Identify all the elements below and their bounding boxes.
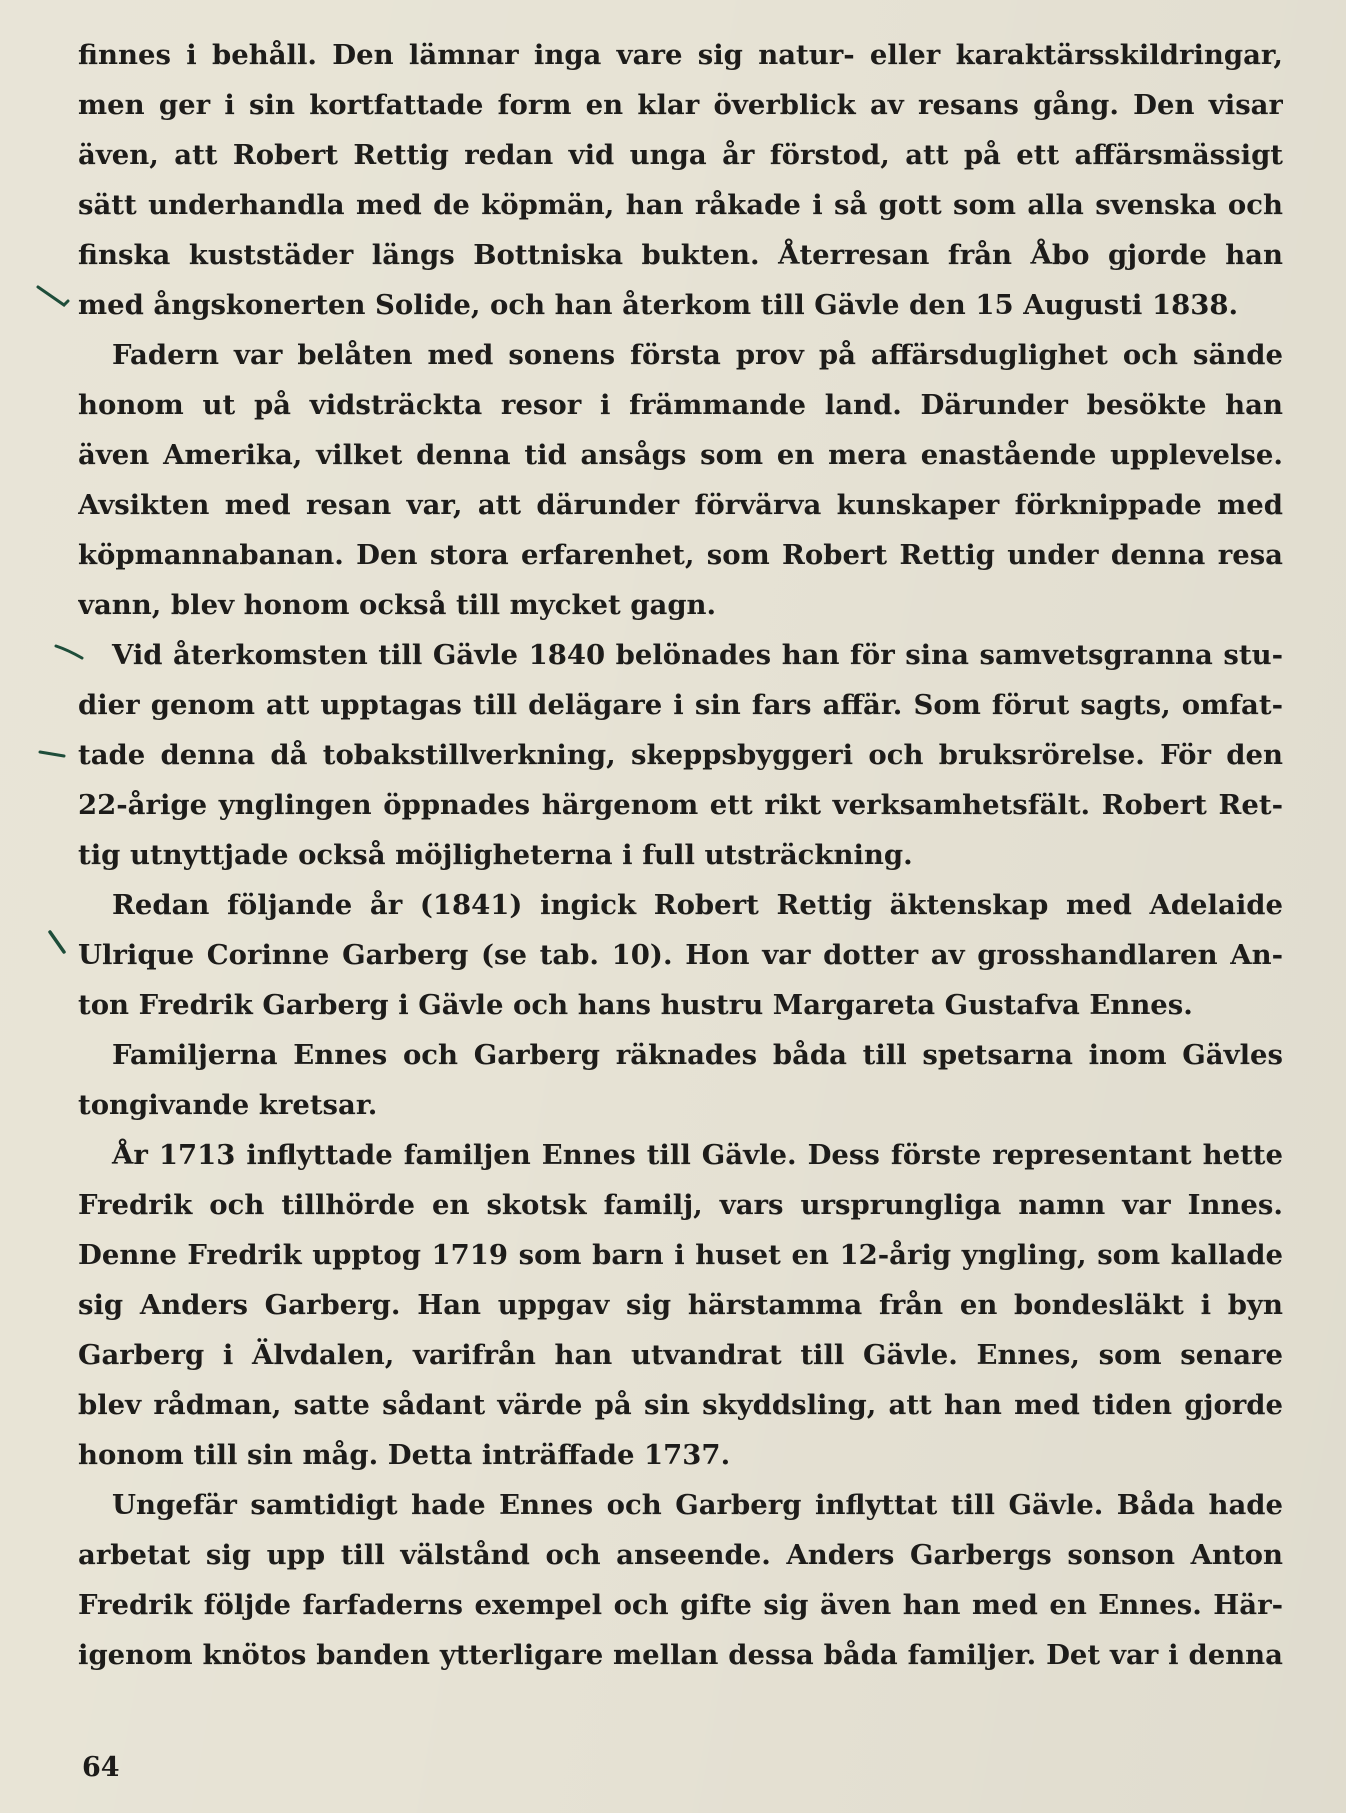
text-line: finska kuststäder längs Bottniska bukten. Återresan från Åbo gjorde han	[78, 239, 1283, 271]
margin-check-mark	[54, 640, 88, 670]
text-line: Fadern var belåten med sonens första prov på affärsduglighet och sände	[112, 339, 1283, 371]
text-line: Avsikten med resan var, att därunder förvärva kunskaper förknippade med	[78, 489, 1283, 521]
text-line: Redan följande år (1841) ingick Robert Rettig äktenskap med Adelaide	[112, 889, 1283, 921]
text-line: tongivande kretsar.	[78, 1089, 378, 1121]
text-line: tig utnyttjade också möjligheterna i full utsträckning.	[78, 839, 913, 871]
text-line: vann, blev honom också till mycket gagn.	[78, 589, 717, 621]
text-line: finnes i behåll. Den lämnar inga vare sig natur- eller karaktärsskildringar,	[78, 39, 1283, 71]
body-text	[78, 30, 1283, 1680]
text-line: honom till sin måg. Detta inträffade 1737.	[78, 1439, 731, 1471]
margin-dash-mark	[36, 738, 70, 768]
text-line: ton Fredrik Garberg i Gävle och hans hustru Margareta Gustafva Ennes.	[78, 989, 1193, 1021]
text-line: men ger i sin kortfattade form en klar överblick av resans gång. Den visar	[78, 89, 1283, 121]
text-line: köpmannabanan. Den stora erfarenhet, som Robert Rettig under denna resa	[78, 539, 1283, 571]
text-line: även Amerika, vilket denna tid ansågs som en mera enastående upplevelse.	[78, 439, 1283, 471]
text-line: Fredrik följde farfaderns exempel och gifte sig även han med en Ennes. Här-	[78, 1589, 1283, 1621]
text-line: sätt underhandla med de köpmän, han råkade i så gott som alla svenska och	[78, 189, 1283, 221]
text-line: sig Anders Garberg. Han uppgav sig härstamma från en bondesläkt i byn	[78, 1289, 1283, 1321]
text-line: dier genom att upptagas till delägare i sin fars affär. Som förut sagts, omfat-	[78, 689, 1283, 721]
text-line: Ulrique Corinne Garberg (se tab. 10). Hon var dotter av grosshandlaren An-	[78, 939, 1283, 971]
text-line: Familjerna Ennes och Garberg räknades båda till spetsarna inom Gävles	[112, 1039, 1283, 1071]
text-line: 22-årige ynglingen öppnades härgenom ett rikt verksamhetsfält. Robert Ret-	[78, 789, 1283, 821]
text-line: tade denna då tobakstillverkning, skeppsbyggeri och bruksrörelse. För den	[78, 739, 1283, 771]
text-line: igenom knötos banden ytterligare mellan dessa båda familjer. Det var i denna	[78, 1639, 1283, 1671]
text-line: Vid återkomsten till Gävle 1840 belönades han för sina samvetsgranna stu-	[112, 639, 1283, 671]
text-line: Denne Fredrik upptog 1719 som barn i huset en 12-årig yngling, som kallade	[78, 1239, 1283, 1271]
margin-check-mark	[44, 930, 78, 960]
text-line: blev rådman, satte sådant värde på sin skyddsling, att han med tiden gjorde	[78, 1389, 1283, 1421]
text-line: honom ut på vidsträckta resor i främmande land. Därunder besökte han	[78, 389, 1283, 421]
text-line: Ungefär samtidigt hade Ennes och Garberg inflyttat till Gävle. Båda hade	[112, 1489, 1283, 1521]
text-line: Fredrik och tillhörde en skotsk familj, vars ursprungliga namn var Innes.	[78, 1189, 1283, 1221]
margin-check-mark	[36, 283, 70, 313]
page-number: 64	[82, 1752, 120, 1783]
text-line: även, att Robert Rettig redan vid unga år förstod, att på ett affärsmässigt	[78, 139, 1283, 171]
text-line: arbetat sig upp till välstånd och anseende. Anders Garbergs sonson Anton	[78, 1539, 1283, 1571]
text-line: År 1713 inflyttade familjen Ennes till Gävle. Dess förste representant hette	[112, 1139, 1283, 1171]
text-line: med ångskonerten Solide, och han återkom till Gävle den 15 Augusti 1838.	[78, 289, 1239, 321]
text-line: Garberg i Älvdalen, varifrån han utvandrat till Gävle. Ennes, som senare	[78, 1339, 1283, 1371]
